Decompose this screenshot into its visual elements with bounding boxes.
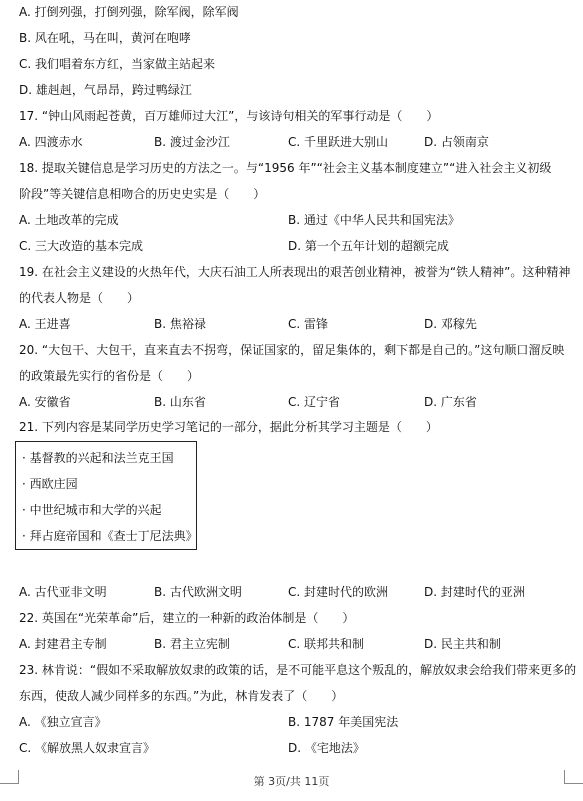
question-19-stem-line2: 的代表人物是（ ） (19, 291, 140, 305)
q17-option-c: C. 千里跃进大别山 (288, 135, 389, 149)
q21-option-d: D. 封建时代的亚洲 (424, 585, 525, 599)
option-c-text: C. 我们唱着东方红，当家做主站起来 (19, 57, 216, 71)
q18-option-a: A. 土地改革的完成 (19, 213, 119, 227)
q19-option-b: B. 焦裕禄 (154, 317, 206, 331)
page-number-footer: 第 3页/共 11页 (253, 775, 330, 788)
question-18-stem-line1: 18. 提取关键信息是学习历史的方法之一。与“1956 年”“社会主义基本制度建立”“进入社会主义初级 (19, 161, 552, 175)
q17-option-a: A. 四渡赤水 (19, 135, 83, 149)
question-20-stem-line1: 20. “大包干、大包干，直来直去不拐弯，保证国家的，留足集体的，剩下都是自己的。”这句顺口溜反映 (19, 343, 565, 357)
option-d-text: D. 雄赳赳，气昂昂，跨过鸭绿江 (19, 83, 192, 97)
q21-option-c: C. 封建时代的欧洲 (288, 585, 389, 599)
question-19-stem-line1: 19. 在社会主义建设的火热年代，大庆石油工人所表现出的艰苦创业精神，被誉为“铁人精神”。这种精神 (19, 265, 571, 279)
q19-option-c: C. 雷锋 (288, 317, 329, 331)
q20-option-d: D. 广东省 (424, 395, 477, 409)
question-23-stem-line1: 23. 林肯说：“假如不采取解放奴隶的政策的话，是不可能平息这个叛乱的，解放奴隶会给我们带来更多的 (19, 663, 577, 677)
question-23-stem-line2: 东西，使敌人减少同样多的东西。”为此，林肯发表了（ ） (19, 689, 344, 703)
option-a-text: A. 打倒列强，打倒列强，除军阀，除军阀 (19, 5, 239, 19)
q23-option-a: A. 《独立宣言》 (19, 715, 107, 729)
q22-option-d: D. 民主共和制 (424, 637, 501, 651)
q22-option-c: C. 联邦共和制 (288, 637, 365, 651)
q23-option-b: B. 1787 年美国宪法 (288, 715, 399, 729)
option-b-text: B. 风在吼，马在叫，黄河在咆哮 (19, 31, 191, 45)
q20-option-c: C. 辽宁省 (288, 395, 341, 409)
q20-option-a: A. 安徽省 (19, 395, 71, 409)
q20-option-b: B. 山东省 (154, 395, 206, 409)
q22-option-b: B. 君主立宪制 (154, 637, 230, 651)
study-notes-box (15, 441, 197, 550)
q17-option-d: D. 占领南京 (424, 135, 489, 149)
note-item: · 拜占庭帝国和《查士丁尼法典》 (22, 529, 198, 543)
q23-option-d: D. 《宅地法》 (288, 741, 365, 755)
q18-option-b: B. 通过《中华人民共和国宪法》 (288, 213, 460, 227)
note-item: · 西欧庄园 (22, 477, 78, 491)
question-21-stem: 21. 下列内容是某同学历史学习笔记的一部分，据此分析其学习主题是（ ） (19, 420, 438, 434)
q23-option-c: C. 《解放黑人奴隶宣言》 (19, 741, 156, 755)
note-item: · 基督教的兴起和法兰克王国 (22, 451, 174, 465)
note-item: · 中世纪城市和大学的兴起 (22, 503, 162, 517)
question-18-stem-line2: 阶段”等关键信息相吻合的历史史实是（ ） (19, 187, 266, 201)
q17-option-b: B. 渡过金沙江 (154, 135, 230, 149)
q19-option-a: A. 王进喜 (19, 317, 71, 331)
q22-option-a: A. 封建君主专制 (19, 637, 107, 651)
question-17-stem: 17. “钟山风雨起苍黄，百万雄师过大江”，与该诗句相关的军事行动是（ ） (19, 109, 439, 123)
question-22-stem: 22. 英国在“光荣革命”后，建立的一种新的政治体制是（ ） (19, 611, 355, 625)
q21-option-b: B. 古代欧洲文明 (154, 585, 242, 599)
q21-option-a: A. 古代亚非文明 (19, 585, 107, 599)
q18-option-d: D. 第一个五年计划的超额完成 (288, 239, 449, 253)
q18-option-c: C. 三大改造的基本完成 (19, 239, 144, 253)
question-20-stem-line2: 的政策最先实行的省份是（ ） (19, 369, 200, 383)
q19-option-d: D. 邓稼先 (424, 317, 477, 331)
